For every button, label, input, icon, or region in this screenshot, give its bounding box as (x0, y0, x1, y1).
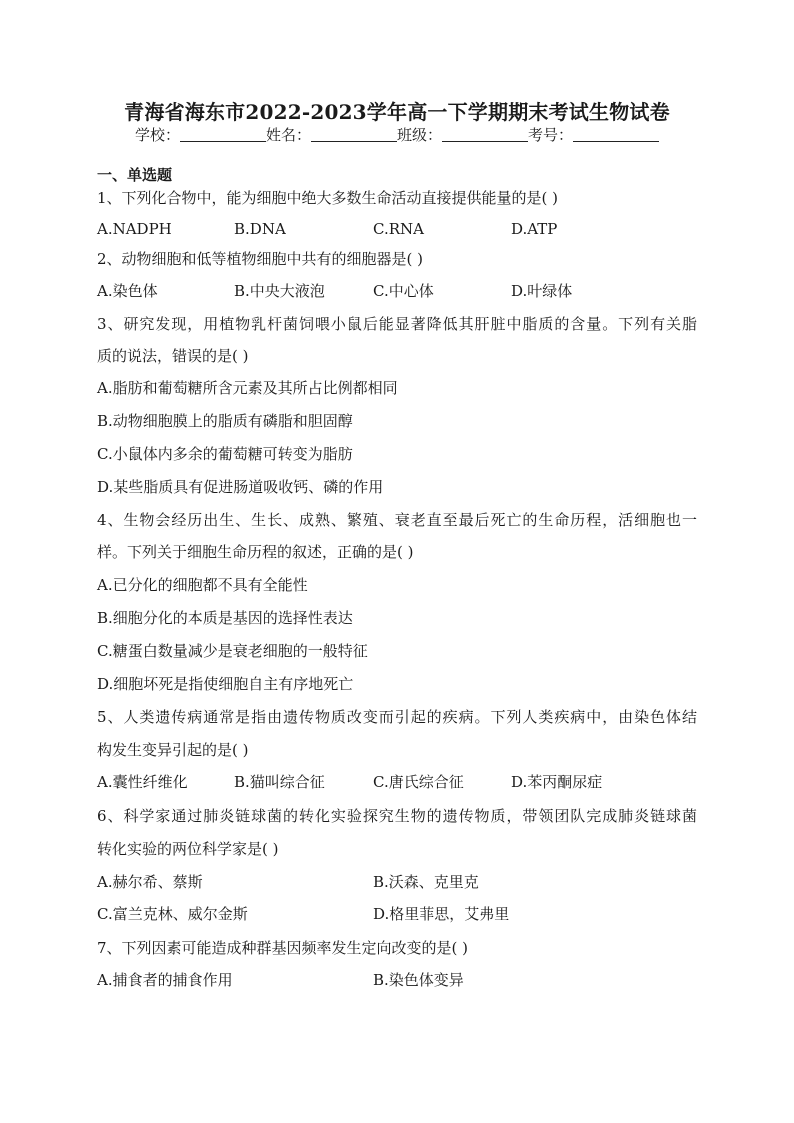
question-4-option-c[interactable]: C.糖蛋白数量减少是衰老细胞的一般特征 (97, 642, 368, 660)
name-label: 姓名： (265, 126, 311, 144)
school-label: 学校： (134, 126, 180, 144)
question-3-text-line-2: 质的说法，错误的是( ) (97, 347, 249, 365)
question-1-option-a[interactable]: A.NADPH (97, 220, 172, 238)
question-2-text: 2、动物细胞和低等植物细胞中共有的细胞器是( ) (97, 250, 424, 268)
student-info-line (0, 124, 794, 145)
exam-no-blank[interactable] (573, 127, 659, 142)
question-3-option-b[interactable]: B.动物细胞膜上的脂质有磷脂和胆固醇 (97, 412, 353, 430)
name-blank[interactable] (311, 127, 397, 142)
question-4-text-line-1: 4、生物会经历出生、生长、成熟、繁殖、衰老直至最后死亡的生命历程，活细胞也一 (97, 511, 697, 529)
question-2-option-a[interactable]: A.染色体 (97, 282, 158, 300)
question-2-option-b[interactable]: B.中央大液泡 (234, 282, 325, 300)
question-5-option-c[interactable]: C.唐氏综合征 (373, 773, 464, 791)
question-7-text: 7、下列因素可能造成种群基因频率发生定向改变的是( ) (97, 939, 469, 957)
exam-no-label: 考号： (528, 126, 574, 144)
question-6-text-line-1: 6、科学家通过肺炎链球菌的转化实验探究生物的遗传物质，带领团队完成肺炎链球菌 (97, 807, 697, 825)
class-blank[interactable] (442, 127, 528, 142)
question-3-option-c[interactable]: C.小鼠体内多余的葡萄糖可转变为脂肪 (97, 445, 353, 463)
question-4-option-b[interactable]: B.细胞分化的本质是基因的选择性表达 (97, 609, 353, 627)
school-blank[interactable] (180, 127, 266, 142)
class-label: 班级： (397, 126, 443, 144)
question-1-text: 1、下列化合物中，能为细胞中绝大多数生命活动直接提供能量的是( ) (97, 189, 559, 207)
question-1-option-c[interactable]: C.RNA (373, 220, 424, 238)
question-3-option-a[interactable]: A.脂肪和葡萄糖所含元素及其所占比例都相同 (97, 379, 398, 397)
question-5-text-line-2: 构发生变异引起的是( ) (97, 741, 249, 759)
question-6-option-a[interactable]: A.赫尔希、蔡斯 (97, 873, 203, 891)
question-2-option-c[interactable]: C.中心体 (373, 282, 434, 300)
question-7-option-a[interactable]: A.捕食者的捕食作用 (97, 971, 233, 989)
question-1-option-d[interactable]: D.ATP (511, 220, 558, 238)
question-5-text-line-1: 5、人类遗传病通常是指由遗传物质改变而引起的疾病。下列人类疾病中，由染色体结 (97, 708, 697, 726)
question-5-option-a[interactable]: A.囊性纤维化 (97, 773, 188, 791)
question-6-option-c[interactable]: C.富兰克林、威尔金斯 (97, 905, 248, 923)
question-6-option-b[interactable]: B.沃森、克里克 (373, 873, 479, 891)
question-3-option-d[interactable]: D.某些脂质具有促进肠道吸收钙、磷的作用 (97, 478, 384, 496)
question-7-option-b[interactable]: B.染色体变异 (373, 971, 464, 989)
question-6-text-line-2: 转化实验的两位科学家是( ) (97, 840, 279, 858)
question-2-option-d[interactable]: D.叶绿体 (511, 282, 573, 300)
question-5-option-b[interactable]: B.猫叫综合征 (234, 773, 325, 791)
question-5-option-d[interactable]: D.苯丙酮尿症 (511, 773, 603, 791)
question-4-option-d[interactable]: D.细胞坏死是指使细胞自主有序地死亡 (97, 675, 354, 693)
exam-title: 青海省海东市2022-2023学年高一下学期期末考试生物试卷 (124, 100, 670, 124)
question-6-option-d[interactable]: D.格里菲思，艾弗里 (373, 905, 510, 923)
question-3-text-line-1: 3、研究发现，用植物乳杆菌饲喂小鼠后能显著降低其肝脏中脂质的含量。下列有关脂 (97, 315, 697, 333)
question-4-text-line-2: 样。下列关于细胞生命历程的叙述，正确的是( ) (97, 543, 414, 561)
question-4-option-a[interactable]: A.已分化的细胞都不具有全能性 (97, 576, 308, 594)
question-1-option-b[interactable]: B.DNA (234, 220, 286, 238)
section-heading: 一、单选题 (97, 166, 173, 184)
